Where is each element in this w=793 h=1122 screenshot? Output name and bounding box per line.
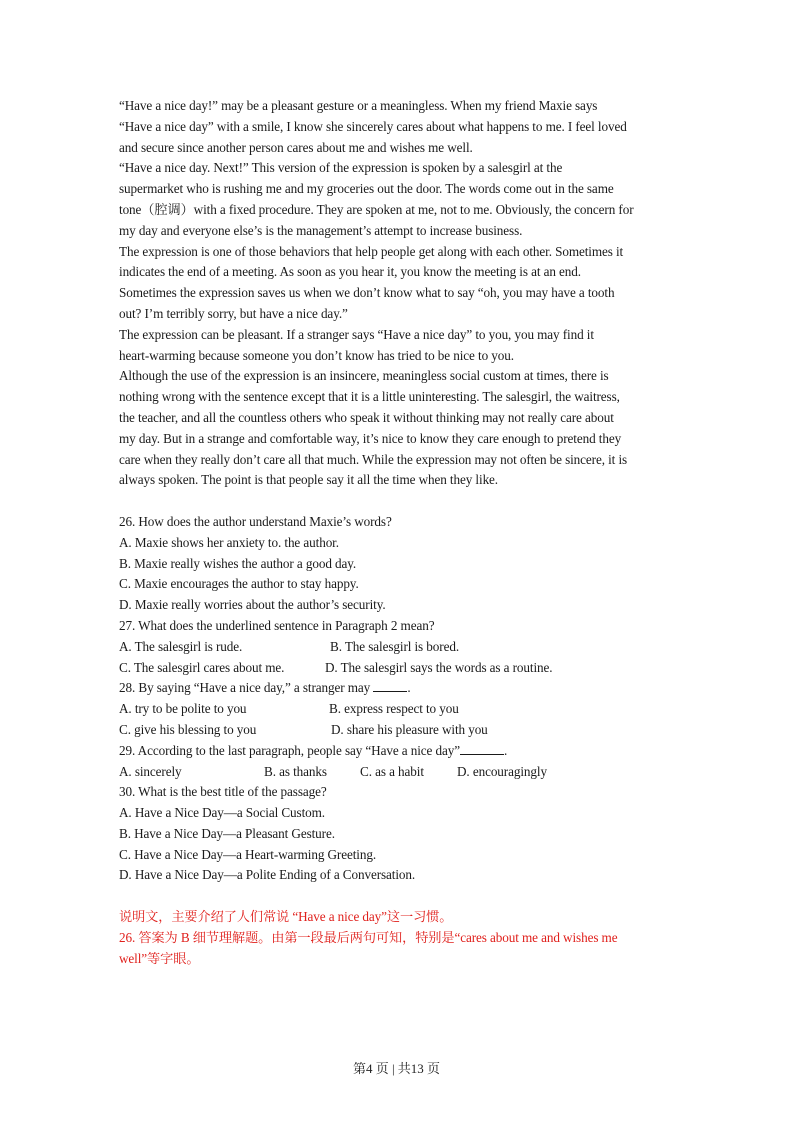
option-d: D. share his pleasure with you <box>331 721 488 737</box>
option-a: A. Have a Nice Day—a Social Custom. <box>119 805 325 821</box>
passage-line: nothing wrong with the sentence except that it is a little uninteresting. The salesgirl, the waitress, <box>119 389 620 405</box>
question-28 <box>119 678 679 740</box>
question-stem: 27. What does the underlined sentence in Paragraph 2 mean? <box>119 617 435 633</box>
option-b: B. Maxie really wishes the author a good day. <box>119 555 357 571</box>
passage-line: heart-warming because someone you don’t know has tried to be nice to you. <box>119 347 514 363</box>
option-b: B. express respect to you <box>329 701 459 717</box>
passage-line: my day and everyone else’s is the management’s attempt to increase business. <box>119 222 523 238</box>
option-a: A. try to be polite to you <box>119 701 247 717</box>
stem-end: . <box>504 742 508 758</box>
reading-passage <box>119 96 679 491</box>
question-stem: 28. By saying “Have a nice day,” a stranger may <box>119 680 371 696</box>
option-b: B. The salesgirl is bored. <box>330 638 460 654</box>
answer-analysis <box>119 907 679 969</box>
question-stem: 30. What is the best title of the passage? <box>119 784 327 800</box>
option-c: C. Maxie encourages the author to stay happy. <box>119 576 359 592</box>
passage-line: “Have a nice day” with a smile, I know she sincerely cares about what happens to me. I feel loved <box>119 118 627 134</box>
question-29 <box>119 741 679 783</box>
passage-line: “Have a nice day!” may be a pleasant gesture or a meaningless. When my friend Maxie says <box>119 98 598 113</box>
option-d: D. Have a Nice Day—a Polite Ending of a Conversation. <box>119 867 416 883</box>
spacer <box>119 886 679 907</box>
options-row <box>119 637 679 658</box>
option-b: B. as thanks <box>264 763 327 779</box>
passage-line: The expression can be pleasant. If a stranger says “Have a nice day” to you, you may find it <box>119 326 594 342</box>
passage-line: “Have a nice day. Next!” This version of the expression is spoken by a salesgirl at the <box>119 160 563 176</box>
passage-line: indicates the end of a meeting. As soon as you hear it, you know the meeting is at an end. <box>119 264 581 280</box>
option-a: A. The salesgirl is rude. <box>119 638 243 654</box>
option-c: C. as a habit <box>360 763 424 779</box>
option-b: B. Have a Nice Day—a Pleasant Gesture. <box>119 825 335 841</box>
question-stem: 26. How does the author understand Maxie’s words? <box>119 513 392 529</box>
stem-end: . <box>407 680 411 696</box>
passage-line: care when they really don’t care all that much. While the expression may not often be sincere, it is <box>119 451 628 467</box>
spacer <box>119 491 679 512</box>
answer-blank <box>373 679 407 692</box>
option-c: C. The salesgirl cares about me. <box>119 659 285 675</box>
question-30 <box>119 782 679 886</box>
options-row <box>119 658 679 679</box>
option-c: C. give his blessing to you <box>119 721 257 737</box>
options-row <box>119 699 679 720</box>
passage-line: Although the use of the expression is an insincere, meaningless social custom at times, there is <box>119 368 609 384</box>
options-row <box>119 720 679 741</box>
analysis-line: 26. 答案为 B 细节理解题。由第一段最后两句可知，特别是“cares about me and wishes me <box>119 930 618 946</box>
page-footer: 第4 页 | 共13 页 <box>352 1061 441 1076</box>
answer-blank <box>460 742 504 755</box>
passage-line: and secure since another person cares about me and wishes me well. <box>119 139 473 155</box>
document-page <box>119 96 679 970</box>
question-26 <box>119 512 679 616</box>
options-row <box>119 762 679 783</box>
option-a: A. Maxie shows her anxiety to. the author. <box>119 534 339 550</box>
option-a: A. sincerely <box>119 763 182 779</box>
option-d: D. The salesgirl says the words as a routine. <box>325 659 553 675</box>
question-stem-row <box>119 741 679 762</box>
passage-line: Sometimes the expression saves us when we don’t know what to say “oh, you may have a tooth <box>119 285 615 301</box>
passage-line: the teacher, and all the countless others who speak it without thinking may not really care about <box>119 409 614 425</box>
passage-line: tone（腔调）with a fixed procedure. They are spoken at me, not to me. Obviously, the concern for <box>119 201 634 217</box>
option-c: C. Have a Nice Day—a Heart-warming Greeting. <box>119 846 377 862</box>
question-27 <box>119 616 679 678</box>
question-stem-row <box>119 678 679 699</box>
passage-line: always spoken. The point is that people say it all the time when they like. <box>119 472 499 488</box>
passage-line: supermarket who is rushing me and my groceries out the door. The words come out in the same <box>119 181 614 197</box>
analysis-line: well”等字眼。 <box>119 950 200 966</box>
option-d: D. Maxie really worries about the author’s security. <box>119 597 386 613</box>
option-d: D. encouragingly <box>457 763 547 779</box>
analysis-line: 说明文，主要介绍了人们常说 “Have a nice day”这一习惯。 <box>119 909 453 925</box>
question-stem: 29. According to the last paragraph, people say “Have a nice day” <box>119 742 460 758</box>
passage-line: The expression is one of those behaviors that help people get along with each other. Sometimes it <box>119 243 624 259</box>
passage-line: my day. But in a strange and comfortable way, it’s nice to know they care enough to pretend they <box>119 430 622 446</box>
passage-line: out? I’m terribly sorry, but have a nice day.” <box>119 305 348 321</box>
